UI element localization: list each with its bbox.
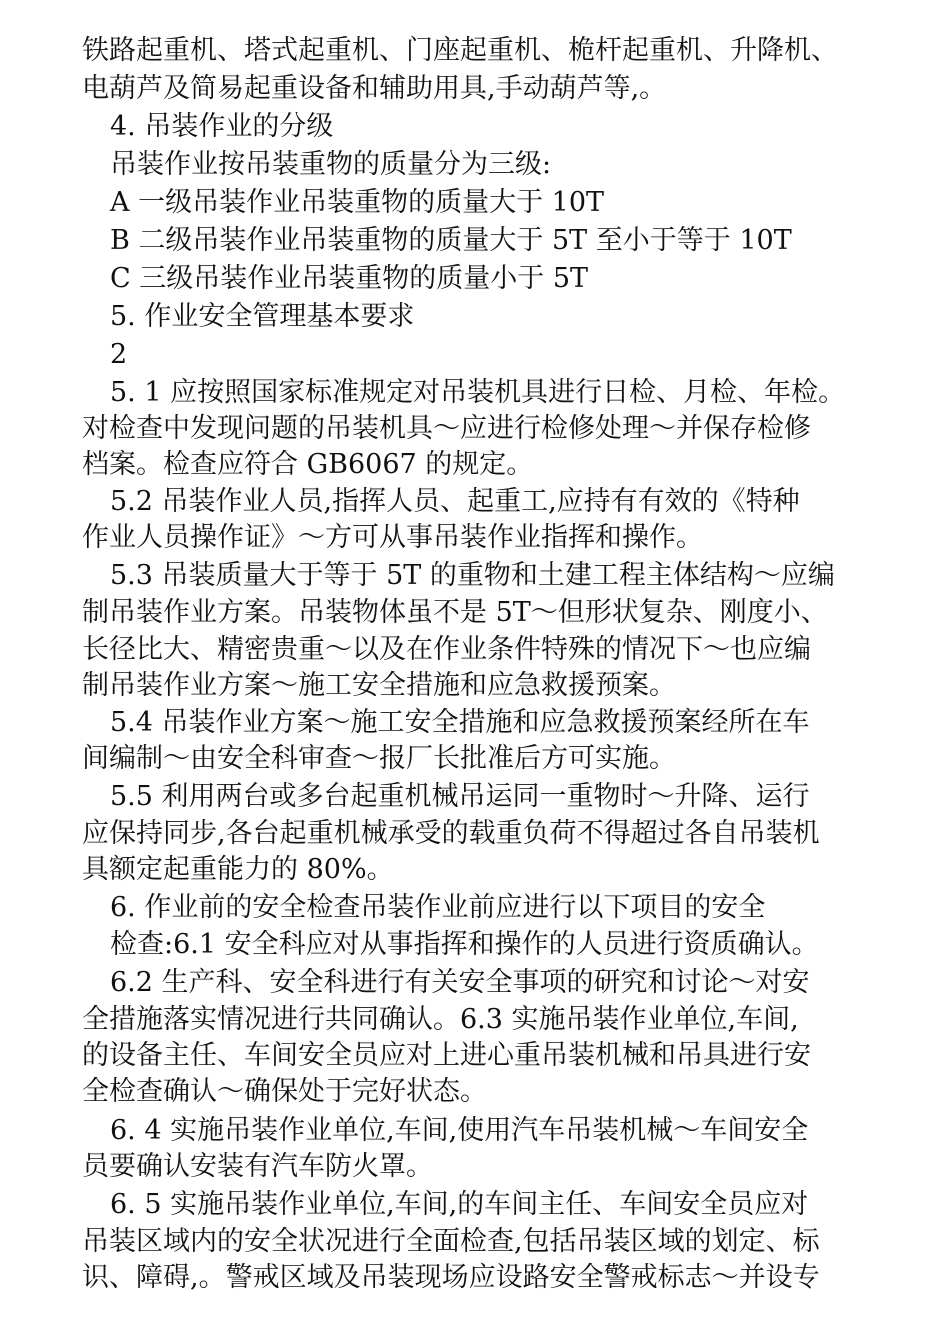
text-line: 长径比大、精密贵重〜以及在作业条件特殊的情况下〜也应编 — [82, 634, 811, 665]
text-line: 5. 1 应按照国家标准规定对吊装机具进行日检、月检、年检。 — [110, 377, 846, 408]
text-line: 吊装区域内的安全状况进行全面检查,包括吊装区域的划定、标 — [82, 1226, 820, 1257]
text-line: B 二级吊装作业吊装重物的质量大于 5T 至小于等于 10T — [110, 225, 792, 256]
section-heading: 4. 吊装作业的分级 — [110, 111, 334, 142]
text-line: 6. 5 实施吊装作业单位,车间,的车间主任、车间安全员应对 — [110, 1189, 809, 1220]
text-line: 全措施落实情况进行共同确认。6.3 实施吊装作业单位,车间, — [82, 1004, 799, 1035]
text-line: 具额定起重能力的 80%。 — [82, 854, 394, 885]
text-line: 5.2 吊装作业人员,指挥人员、起重工,应持有有效的《特种 — [110, 486, 800, 517]
text-line: 2 — [110, 339, 128, 370]
text-line: 档案。检查应符合 GB6067 的规定。 — [82, 449, 534, 480]
section-heading: 5. 作业安全管理基本要求 — [110, 301, 415, 332]
text-line: 6.2 生产科、安全科进行有关安全事项的研究和讨论〜对安 — [110, 967, 810, 998]
text-line: 6. 作业前的安全检查吊装作业前应进行以下项目的安全 — [110, 892, 766, 923]
text-line: 5.5 利用两台或多台起重机械吊运同一重物时〜升降、运行 — [110, 781, 810, 812]
text-line: 5.3 吊装质量大于等于 5T 的重物和土建工程主体结构〜应编 — [110, 560, 835, 591]
text-line: 全检查确认〜确保处于完好状态。 — [82, 1076, 487, 1107]
text-line: A 一级吊装作业吊装重物的质量大于 10T — [110, 187, 605, 218]
text-line: 检查:6.1 安全科应对从事指挥和操作的人员进行资质确认。 — [110, 929, 819, 960]
text-line: 吊装作业按吊装重物的质量分为三级: — [110, 149, 552, 180]
text-line: 铁路起重机、塔式起重机、门座起重机、桅杆起重机、升降机、 — [82, 35, 838, 66]
text-line: C 三级吊装作业吊装重物的质量小于 5T — [110, 263, 589, 294]
text-line: 作业人员操作证》〜方可从事吊装作业指挥和操作。 — [82, 522, 703, 553]
text-line: 制吊装作业方案〜施工安全措施和应急救援预案。 — [82, 670, 676, 701]
text-line: 电葫芦及简易起重设备和辅助用具,手动葫芦等,。 — [82, 73, 667, 104]
text-line: 对检查中发现问题的吊装机具〜应进行检修处理〜并保存检修 — [82, 413, 811, 444]
text-line: 6. 4 实施吊装作业单位,车间,使用汽车吊装机械〜车间安全 — [110, 1115, 809, 1146]
text-line: 员要确认安装有汽车防火罩。 — [82, 1151, 433, 1182]
text-line: 识、障碍,。警戒区域及吊装现场应设路安全警戒标志〜并设专 — [82, 1262, 820, 1293]
text-line: 的设备主任、车间安全员应对上进心重吊装机械和吊具进行安 — [82, 1040, 811, 1071]
text-line: 制吊装作业方案。吊装物体虽不是 5T〜但形状复杂、刚度小、 — [82, 597, 828, 628]
text-line: 间编制〜由安全科审查〜报厂长批准后方可实施。 — [82, 743, 676, 774]
text-line: 应保持同步,各台起重机械承受的载重负荷不得超过各自吊装机 — [82, 818, 820, 849]
text-line: 5.4 吊装作业方案〜施工安全措施和应急救援预案经所在车 — [110, 707, 810, 738]
